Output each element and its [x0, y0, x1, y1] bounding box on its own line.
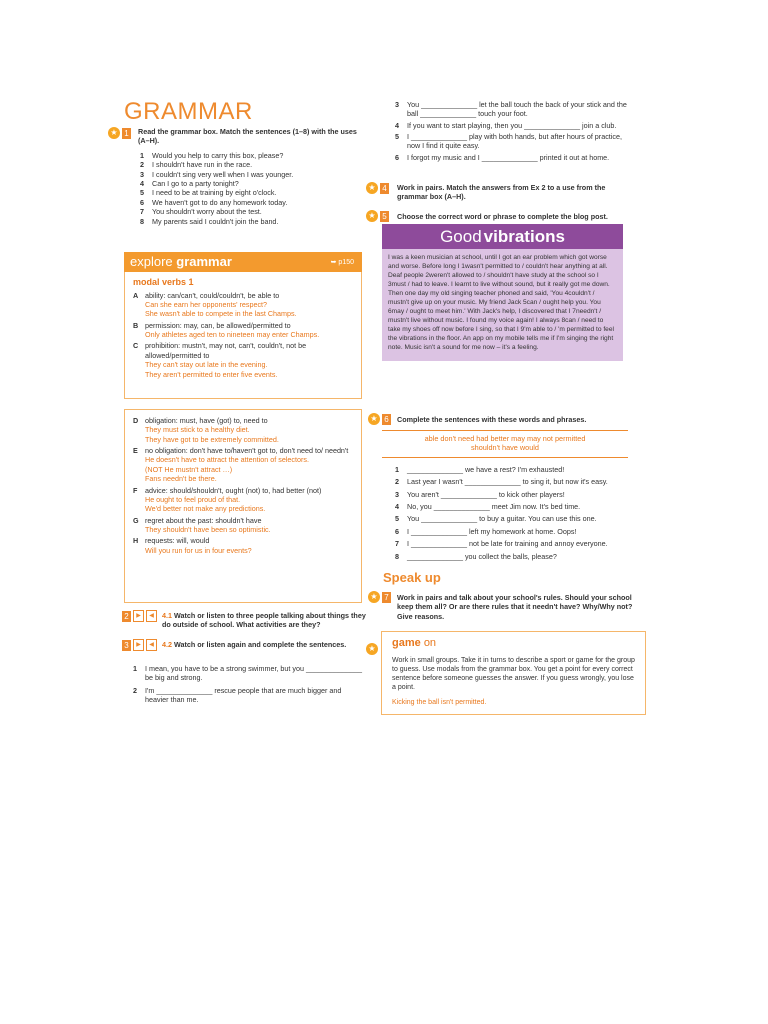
grammar-use-e: E no obligation: don't have to/haven't got to, don't need to/ needn't — [133, 446, 349, 456]
grammar-example: They can't stay out late in the evening. — [145, 360, 268, 370]
ex1-number: 1 — [122, 128, 131, 139]
star-icon: ★ — [368, 591, 380, 603]
ex3-number: 3 — [122, 640, 131, 651]
ex5-badge — [366, 210, 389, 222]
star-icon: ★ — [368, 413, 380, 425]
ex4-number: 4 — [380, 183, 389, 194]
list-item: 1 Would you help to carry this box, please? — [140, 151, 284, 160]
grammar-use-h: H requests: will, would — [133, 536, 210, 546]
game-on-example: Kicking the ball isn't permitted. — [392, 699, 487, 706]
grammar-example: Can she earn her opponents' respect? — [145, 300, 268, 310]
ex2-number: 2 — [122, 611, 131, 622]
grammar-example: They must stick to a healthy diet. — [145, 425, 250, 435]
grammar-use-b: B permission: may, can, be allowed/permitted to — [133, 320, 291, 330]
list-item: 2 Last year I wasn't ______________ to sing it, but now it's easy. — [395, 477, 608, 487]
blog-title: Good vibrations — [382, 224, 623, 249]
page-reference: ➥ p150 — [330, 259, 354, 266]
list-item: 6 We haven't got to do any homework today. — [140, 197, 288, 207]
grammar-use-a: A ability: can/can't, could/couldn't, be able to — [133, 290, 280, 300]
ex4-badge — [366, 182, 389, 194]
ex2-instruction: 4.1 Watch or listen to three people talking about things they do outside of school. What activities are they? — [162, 611, 366, 630]
list-item: 6 I ______________ left my homework at home. Oops! — [395, 526, 577, 536]
grammar-example: Will you run for us in four events? — [145, 545, 252, 555]
ex6-badge — [368, 413, 391, 425]
star-icon: ★ — [366, 210, 378, 222]
list-item: 1 I mean, you have to be a strong swimmer, but you ______________ be big and strong. — [133, 664, 362, 683]
star-icon: ★ — [366, 643, 378, 655]
grammar-example: Fans needn't be there. — [145, 474, 217, 484]
list-item: 4 No, you ______________ meet Jim now. It's bed time. — [395, 502, 581, 512]
list-item: 7 You shouldn't worry about the test. — [140, 207, 262, 217]
list-item: 3 You ______________ let the ball touch the back of your stick and the ball ______________ touch your foot. — [395, 100, 627, 119]
explore-grammar-box-top — [124, 272, 362, 399]
grammar-use-g: G regret about the past: shouldn't have — [133, 515, 262, 525]
grammar-use-d: D obligation: must, have (got) to, need to — [133, 416, 268, 425]
list-item: 5 I ______________ play with both hands, but after hours of practice, now I find it quite easy. — [395, 132, 622, 151]
ex2-badge — [120, 610, 157, 622]
grammar-heading: modal verbs 1 — [133, 277, 194, 287]
blog-text: I was a keen musician at school, until I got an ear problem which got worse and worse. Before long I 1wasn't permitted to / couldn't hear anything at all. Deaf people 2weren't allowed to / shouldn't have study at the school so I 3must / had to leave. I learnt to live without sound, but it really got me down. Then one day my old singing teacher phoned and said, 'You 4couldn't / mustn't give up on your music. My friend Jack 5can / ought help you. You 6may / ought to meet him.' With Jack's help, I discovered that I 7needn't / mustn't live without music. I found my voice again! I always 8can / need to take my shoes off now before I sing, so that I 9'm able to / 'm permitted to feel the vibrations in the floor. An app on my mobile tells me if I'm singing the right note. Music isn't a sound for me now – it's a feeling. — [388, 254, 614, 351]
star-icon: ★ — [366, 182, 378, 194]
page-title: GRAMMAR — [124, 98, 253, 125]
ex3-list-right — [395, 100, 627, 162]
grammar-use-c: C prohibition: mustn't, may not, can't, couldn't, not be allowed/permitted to — [133, 341, 307, 360]
game-star — [366, 643, 378, 655]
grammar-example: He doesn't have to attract the attention of selectors. — [145, 455, 309, 465]
ex3-list-left — [133, 664, 365, 704]
list-item: 3 I couldn't sing very well when I was younger. — [140, 169, 294, 179]
list-item: 6 I forgot my music and I ______________ printed it out at home. — [395, 152, 610, 162]
ex6-number: 6 — [382, 414, 391, 425]
ex1-list — [140, 151, 365, 226]
grammar-example: They have got to be extremely committed. — [145, 434, 279, 444]
explore-grammar-header — [124, 252, 362, 272]
list-item: 7 I ______________ not be late for training and annoy everyone. — [395, 539, 608, 549]
grammar-example: We'd better not make any predictions. — [145, 504, 266, 514]
list-item: 8 ______________ you collect the balls, please? — [395, 551, 557, 561]
grammar-example: (NOT He mustn't attract …) — [145, 464, 233, 474]
grammar-example: She wasn't able to compete in the last Champs. — [145, 309, 297, 319]
video-icon[interactable]: ▶ — [133, 639, 144, 651]
list-item: 8 My parents said I couldn't join the band. — [140, 216, 279, 226]
ex5-number: 5 — [380, 211, 389, 222]
word-list-line: able don't need had better may may not permitted — [424, 434, 586, 443]
speak-up-heading: Speak up — [383, 570, 441, 585]
grammar-use-f: F advice: should/shouldn't, ought (not) to, had better (not) — [133, 485, 322, 495]
game-on-title: game on — [392, 637, 437, 649]
blog-post — [382, 249, 623, 361]
ex6-list — [395, 465, 631, 561]
ex6-instruction: Complete the sentences with these words and phrases. — [397, 415, 587, 424]
ex7-badge — [368, 591, 391, 603]
word-box — [382, 430, 628, 458]
ex3-badge — [120, 639, 157, 651]
list-item: 1 ______________ we have a rest? I'm exhausted! — [395, 465, 565, 474]
video-icon[interactable]: ▶ — [133, 610, 144, 622]
list-item: 2 I shouldn't have run in the race. — [140, 160, 253, 170]
grammar-example: They shouldn't have been so optimistic. — [145, 524, 271, 534]
list-item: 3 You aren't ______________ to kick other players! — [395, 489, 565, 499]
game-on-body: Work in small groups. Take it in turns to describe a sport or game for the group to guess. Use modals from the grammar box. You get a point for every correct sentence before someone guesses the answer. If you guess wrongly, you lose a point. — [392, 657, 635, 692]
audio-icon[interactable]: ◀ — [146, 639, 157, 651]
list-item: 5 I need to be at training by eight o'clock. — [140, 188, 277, 198]
star-icon: ★ — [108, 127, 120, 139]
list-item: 4 Can I go to a party tonight? — [140, 179, 239, 189]
ex1-badge — [108, 127, 131, 139]
explore-grammar-box-bottom — [124, 409, 362, 603]
grammar-example: Only athletes aged ten to nineteen may enter Champs. — [145, 330, 320, 340]
word-list-line: shouldn't have would — [471, 443, 539, 453]
ex3-instruction: 4.2 Watch or listen again and complete the sentences. — [162, 640, 347, 649]
audio-icon[interactable]: ◀ — [146, 610, 157, 622]
grammar-example: They aren't permitted to enter five events. — [145, 369, 278, 379]
list-item: 5 You ______________ to buy a guitar. You can use this one. — [395, 514, 597, 524]
list-item: 2 I'm ______________ rescue people that are much bigger and heavier than me. — [133, 685, 342, 705]
ex5-instruction: Choose the correct word or phrase to complete the blog post. — [397, 212, 608, 221]
game-on-box — [381, 631, 646, 715]
grammar-example: He ought to feel proud of that. — [145, 494, 241, 504]
explore-grammar-title: explore grammar — [130, 254, 232, 269]
ex7-instruction: Work in pairs and talk about your school's rules. Should your school keep them all? Or are there rules that it needn't have? Why/Why not? Give reasons. — [397, 593, 633, 621]
ex4-instruction: Work in pairs. Match the answers from Ex 2 to a use from the grammar box (A–H). — [397, 183, 606, 202]
ex7-number: 7 — [382, 592, 391, 603]
ex1-instruction: Read the grammar box. Match the sentences (1–8) with the uses (A–H). — [138, 127, 357, 146]
list-item: 4 If you want to start playing, then you ______________ join a club. — [395, 120, 617, 130]
